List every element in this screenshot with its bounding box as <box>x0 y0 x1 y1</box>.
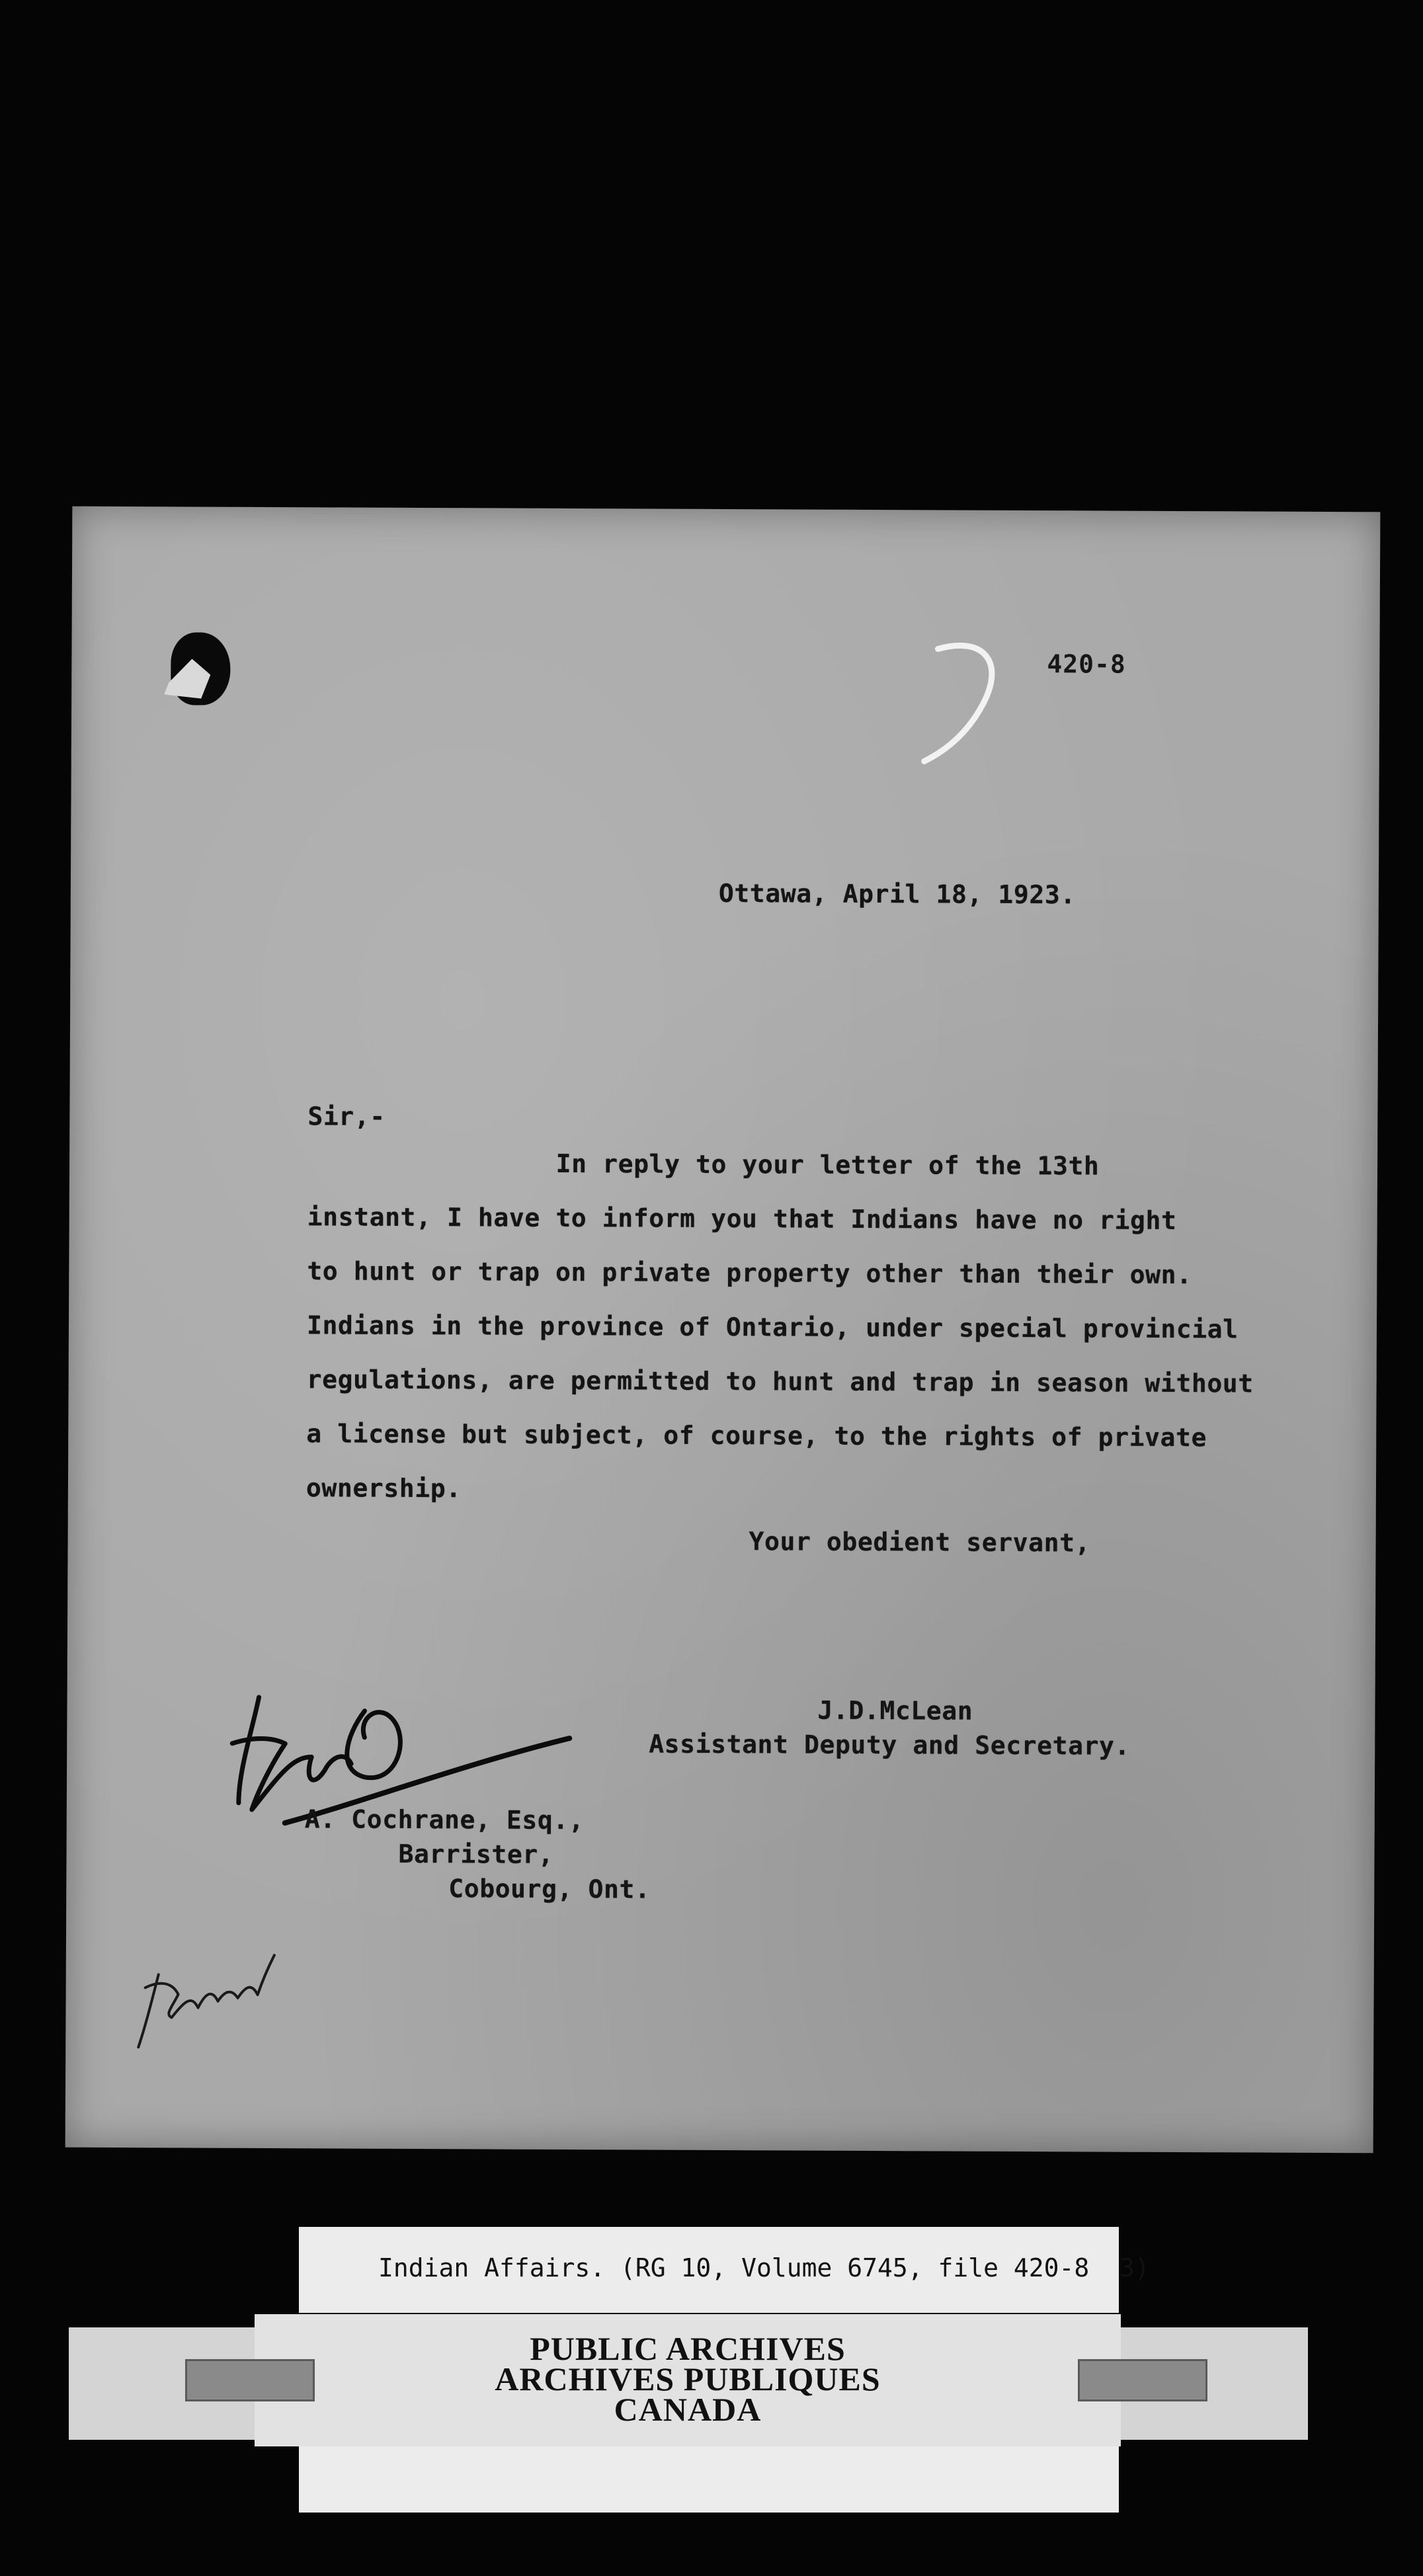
stamp-public-archives: PUBLIC ARCHIVES <box>530 2330 846 2367</box>
stamp-canada: CANADA <box>614 2391 762 2428</box>
bottom-label-strip <box>299 2446 1119 2513</box>
body-line: instant, I have to inform you that Indians have no right <box>307 1202 1177 1235</box>
file-number: 420-8 <box>1047 649 1126 679</box>
salutation: Sir,- <box>307 1102 386 1131</box>
body-line: regulations, are permitted to hunt and trap in season without <box>306 1365 1254 1398</box>
pencil-initials <box>132 1935 304 2054</box>
signatory-title: Assistant Deputy and Secretary. <box>649 1729 1131 1761</box>
body-line: ownership. <box>305 1473 462 1504</box>
archive-reference: Indian Affairs. (RG 10, Volume 6745, file 420-8 3) <box>378 2253 1150 2282</box>
closing: Your obedient servant, <box>749 1527 1091 1558</box>
archive-reference-strip <box>299 2227 1150 2313</box>
body-line: Indians in the province of Ontario, under special provincial <box>306 1310 1239 1344</box>
letter-date: Ottawa, April 18, 1923. <box>718 878 1076 910</box>
body-line: In reply to your letter of the 13th <box>307 1148 1100 1181</box>
letter-sheet <box>65 506 1381 2153</box>
stamp-archives-publiques: ARCHIVES PUBLIQUES <box>495 2360 881 2397</box>
addressee-location: Cobourg, Ont. <box>448 1874 651 1904</box>
letter-body <box>306 1135 1255 1519</box>
body-line: to hunt or trap on private property other than their own. <box>307 1256 1192 1290</box>
addressee-profession: Barrister, <box>398 1839 554 1869</box>
addressee-name: A. Cochrane, Esq., <box>304 1804 585 1835</box>
white-pen-mark <box>911 635 1031 768</box>
body-line: a license but subject, of course, to the rights of private <box>306 1419 1207 1453</box>
signatory-name: J.D.McLean <box>817 1695 973 1726</box>
